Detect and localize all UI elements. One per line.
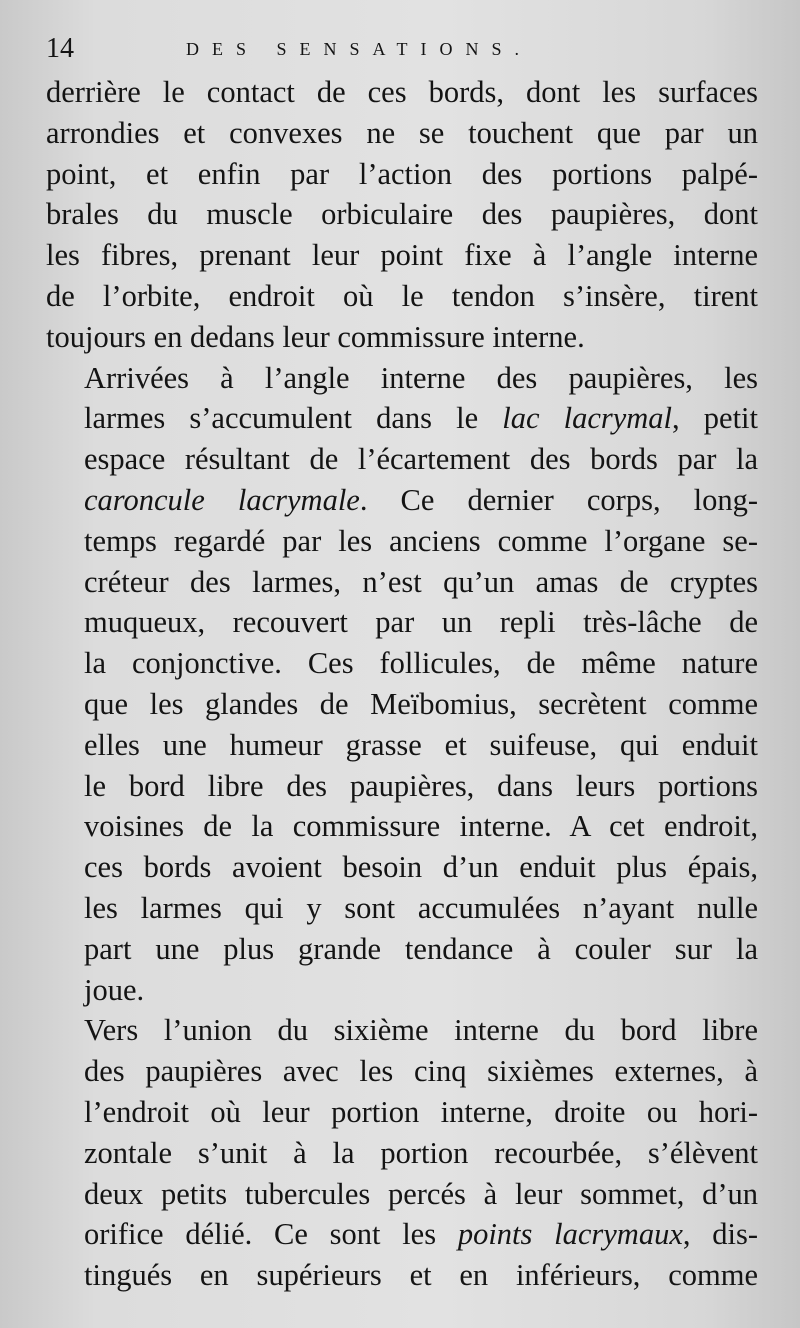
text-line: derrière le contact de ces bords, dont les surfaces xyxy=(46,75,758,109)
text-segment: , petit xyxy=(672,401,758,436)
text-line: elles une humeur grasse et suifeuse, qui enduit xyxy=(84,727,758,762)
text-line: créteur des larmes, n’est qu’un amas de cryptes xyxy=(84,564,758,599)
italic-term: lac lacrymal xyxy=(502,401,673,436)
text-line: joue. xyxy=(84,972,145,1007)
text-line: des paupières avec les cinq sixièmes externes, à xyxy=(84,1054,758,1089)
text-line: temps regardé par les anciens comme l’organe se- xyxy=(84,523,758,558)
text-line: les larmes qui y sont accumulées n’ayant nulle xyxy=(84,890,758,925)
paragraph-2 xyxy=(46,358,758,1011)
text-line: de l’orbite, endroit où le tendon s’insère, tirent xyxy=(46,278,758,313)
text-line: espace résultant de l’écartement des bords par la xyxy=(84,442,758,477)
text-line: zontale s’unit à la portion recourbée, s’élèvent xyxy=(84,1135,758,1170)
paragraph-1 xyxy=(46,72,758,358)
text-line: ces bords avoient besoin d’un enduit plus épais, xyxy=(84,850,758,885)
text-line: deux petits tubercules percés à leur sommet, d’un xyxy=(84,1176,758,1211)
text-segment: orifice délié. Ce sont les xyxy=(84,1217,458,1252)
text-line: le bord libre des paupières, dans leurs portions xyxy=(84,768,758,803)
italic-term: points lacrymaux xyxy=(457,1217,683,1252)
text-line-with-italic xyxy=(46,1214,758,1255)
text-line: tingués en supérieurs et en inférieurs, comme xyxy=(84,1258,758,1293)
text-line: l’endroit où leur portion interne, droite ou hori- xyxy=(84,1094,758,1129)
text-line: la conjonctive. Ces follicules, de même nature xyxy=(84,646,758,681)
text-line: muqueux, recouvert par un repli très-lâche de xyxy=(84,605,758,640)
text-segment: , dis- xyxy=(682,1217,758,1252)
italic-term: caroncule lacrymale xyxy=(84,482,360,517)
page-number: 14 xyxy=(46,33,74,64)
body-text xyxy=(46,72,758,1296)
text-line: que les glandes de Meïbomius, secrètent comme xyxy=(84,686,758,721)
text-line: Vers l’union du sixième interne du bord libre xyxy=(84,1013,758,1048)
text-line: Arrivées à l’angle interne des paupières, les xyxy=(84,360,758,395)
running-title: DES SENSATIONS. xyxy=(186,39,533,59)
text-line: arrondies et convexes ne se touchent que par un xyxy=(46,115,758,150)
text-segment: larmes s’accumulent dans le xyxy=(84,401,503,436)
paragraph-3 xyxy=(46,1010,758,1296)
text-line-with-italic xyxy=(46,480,758,521)
text-line: brales du muscle orbiculaire des paupières, dont xyxy=(46,197,758,232)
text-line: toujours en dedans leur commissure interne. xyxy=(46,319,585,354)
text-line: voisines de la commissure interne. A cet endroit, xyxy=(84,809,758,844)
text-line: les fibres, prenant leur point fixe à l’angle interne xyxy=(46,238,758,273)
text-line: part une plus grande tendance à couler sur la xyxy=(84,931,758,966)
text-segment: . Ce dernier corps, long- xyxy=(359,482,759,517)
text-line-with-italic xyxy=(46,398,758,439)
running-head xyxy=(46,32,756,66)
text-line: point, et enfin par l’action des portions palpé- xyxy=(46,156,758,191)
